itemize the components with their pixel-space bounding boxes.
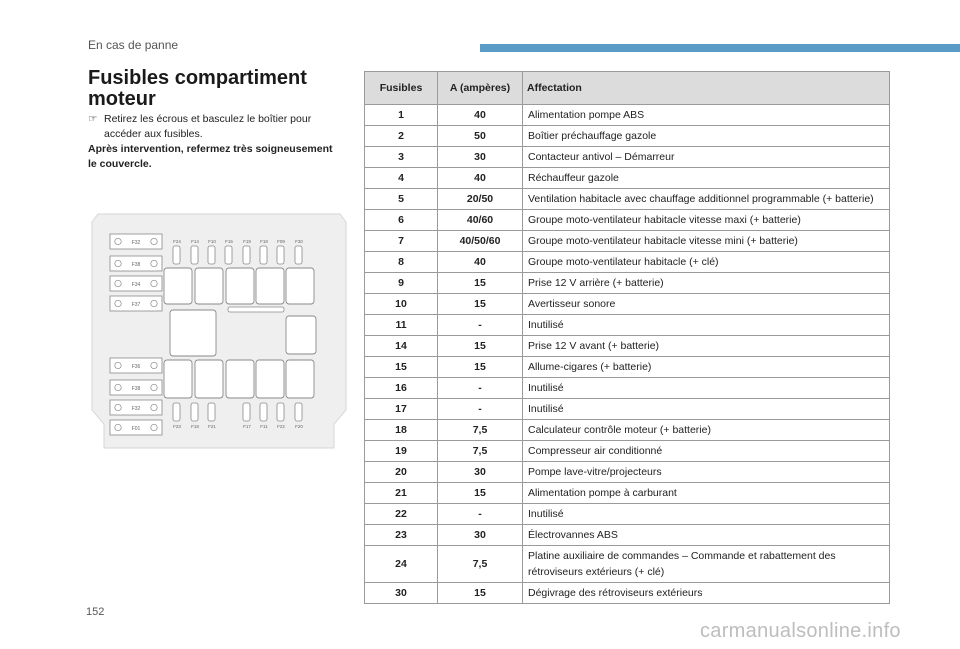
table-row — [365, 315, 890, 336]
assignment-cell: Groupe moto-ventilateur habitacle vitesse mini (+ batterie) — [523, 231, 890, 252]
mini-fuse — [173, 403, 180, 421]
fuse-label: F36 — [131, 364, 141, 370]
pointer-icon: ☞ — [88, 113, 98, 125]
relay — [286, 360, 314, 398]
assignment-cell: Groupe moto-ventilateur habitacle (+ clé) — [523, 252, 890, 273]
page-title-text: Fusibles compartiment moteur — [88, 67, 307, 110]
mini-fuse — [277, 403, 284, 421]
amperage-cell: - — [438, 504, 523, 525]
fuse-label: F24 — [173, 239, 181, 244]
fuse-label: F21 — [208, 424, 216, 429]
table-row — [365, 231, 890, 252]
header-assignment: Affectation — [523, 72, 890, 105]
relay — [256, 360, 284, 398]
amperage-cell: 30 — [438, 147, 523, 168]
fuse-number-cell: 17 — [365, 399, 438, 420]
fuse-number-cell: 8 — [365, 252, 438, 273]
mini-fuse — [208, 246, 215, 264]
mini-fuse — [173, 246, 180, 264]
amperage-cell: 15 — [438, 273, 523, 294]
page-number: 152 — [86, 606, 105, 618]
relay — [286, 268, 314, 304]
amperage-cell: 15 — [438, 336, 523, 357]
assignment-cell: Dégivrage des rétroviseurs extérieurs — [523, 583, 890, 604]
assignment-cell: Prise 12 V arrière (+ batterie) — [523, 273, 890, 294]
table-row — [365, 462, 890, 483]
amperage-cell: 30 — [438, 462, 523, 483]
assignment-cell: Alimentation pompe ABS — [523, 105, 890, 126]
fuse-label: F15 — [225, 239, 233, 244]
amperage-cell: 40/50/60 — [438, 231, 523, 252]
relay — [170, 310, 216, 356]
fuse-number-cell: 11 — [365, 315, 438, 336]
relay — [195, 360, 223, 398]
fuse-number-cell: 6 — [365, 210, 438, 231]
mini-fuse — [295, 403, 302, 421]
assignment-cell: Inutilisé — [523, 399, 890, 420]
amperage-cell: 40 — [438, 168, 523, 189]
assignment-cell: Compresseur air conditionné — [523, 441, 890, 462]
mini-fuse — [243, 403, 250, 421]
table-row — [365, 189, 890, 210]
fuse-label: F09 — [277, 239, 285, 244]
fuse-label: F32 — [131, 240, 141, 246]
fuse-label: F38 — [131, 262, 141, 268]
amperage-cell: 15 — [438, 483, 523, 504]
fuse-number-cell: 15 — [365, 357, 438, 378]
header-amperes: A (ampères) — [438, 72, 523, 105]
fuse-label: F11 — [260, 424, 268, 429]
relay — [164, 360, 192, 398]
fuse-number-cell: 19 — [365, 441, 438, 462]
assignment-cell: Inutilisé — [523, 378, 890, 399]
table-row — [365, 583, 890, 604]
assignment-cell: Ventilation habitacle avec chauffage additionnel programmable (+ batterie) — [523, 189, 890, 210]
fuse-table — [364, 71, 890, 604]
fuse-label: F17 — [243, 424, 251, 429]
table-row — [365, 525, 890, 546]
table-row — [365, 252, 890, 273]
instruction-note: Après intervention, refermez très soigneusement le couvercle. — [88, 143, 333, 170]
fuse-label: F14 — [191, 239, 199, 244]
amperage-cell: - — [438, 378, 523, 399]
relay — [164, 268, 192, 304]
mini-fuse — [295, 246, 302, 264]
mini-fuse — [260, 403, 267, 421]
section-header: En cas de panne — [88, 38, 179, 52]
fuse-box-diagram — [88, 210, 350, 450]
fuse-label: F18 — [260, 239, 268, 244]
instruction-step — [88, 112, 338, 142]
table-row — [365, 441, 890, 462]
fuse-number-cell: 20 — [365, 462, 438, 483]
table-row — [365, 147, 890, 168]
table-row — [365, 546, 890, 583]
relay — [256, 268, 284, 304]
fuse-label: F10 — [208, 239, 216, 244]
mini-fuse — [191, 246, 198, 264]
amperage-cell: 40 — [438, 105, 523, 126]
assignment-cell: Alimentation pompe à carburant — [523, 483, 890, 504]
fuse-label: F19 — [243, 239, 251, 244]
assignment-cell: Platine auxiliaire de commandes – Commande et rabattement des rétroviseurs extérieurs (+ clé) — [523, 546, 890, 583]
fuse-number-cell: 14 — [365, 336, 438, 357]
fuse-number-cell: 10 — [365, 294, 438, 315]
page-title — [88, 68, 318, 110]
amperage-cell: 30 — [438, 525, 523, 546]
amperage-cell: - — [438, 399, 523, 420]
mini-fuse — [225, 246, 232, 264]
assignment-cell: Contacteur antivol – Démarreur — [523, 147, 890, 168]
assignment-cell: Boîtier préchauffage gazole — [523, 126, 890, 147]
amperage-cell: 15 — [438, 357, 523, 378]
assignment-cell: Pompe lave-vitre/projecteurs — [523, 462, 890, 483]
assignment-cell: Calculateur contrôle moteur (+ batterie) — [523, 420, 890, 441]
table-row — [365, 210, 890, 231]
watermark: carmanualsonline.info — [700, 620, 901, 642]
table-row — [365, 336, 890, 357]
table-row — [365, 420, 890, 441]
amperage-cell: 50 — [438, 126, 523, 147]
fuse-label: F38 — [131, 386, 141, 392]
amperage-cell: - — [438, 315, 523, 336]
amperage-cell: 40 — [438, 252, 523, 273]
table-row — [365, 273, 890, 294]
assignment-cell: Avertisseur sonore — [523, 294, 890, 315]
table-row — [365, 126, 890, 147]
fuse-label: F18 — [191, 424, 199, 429]
fuse-number-cell: 21 — [365, 483, 438, 504]
mini-fuse — [277, 246, 284, 264]
relay — [195, 268, 223, 304]
fuse-number-cell: 5 — [365, 189, 438, 210]
fuse-label: F37 — [131, 302, 141, 308]
relay — [226, 360, 254, 398]
fuse-number-cell: 1 — [365, 105, 438, 126]
table-row — [365, 483, 890, 504]
fuse-number-cell: 30 — [365, 583, 438, 604]
table-row — [365, 294, 890, 315]
mini-fuse — [208, 403, 215, 421]
fuse-label: F01 — [131, 426, 141, 432]
header-fuses: Fusibles — [365, 72, 438, 105]
table-row — [365, 357, 890, 378]
assignment-cell: Inutilisé — [523, 315, 890, 336]
table-row — [365, 504, 890, 525]
fuse-label: F34 — [131, 282, 141, 288]
table-row — [365, 378, 890, 399]
amperage-cell: 20/50 — [438, 189, 523, 210]
amperage-cell: 40/60 — [438, 210, 523, 231]
relay — [226, 268, 254, 304]
amperage-cell: 15 — [438, 294, 523, 315]
fuse-number-cell: 24 — [365, 546, 438, 583]
fuse-label: F23 — [173, 424, 181, 429]
assignment-cell: Inutilisé — [523, 504, 890, 525]
fuse-number-cell: 22 — [365, 504, 438, 525]
fuse-number-cell: 3 — [365, 147, 438, 168]
mini-fuse — [191, 403, 198, 421]
fuse-label: F20 — [295, 424, 303, 429]
fuse-number-cell: 18 — [365, 420, 438, 441]
amperage-cell: 7,5 — [438, 546, 523, 583]
fuse-label: F32 — [131, 406, 141, 412]
fuse-number-cell: 16 — [365, 378, 438, 399]
fuse-number-cell: 2 — [365, 126, 438, 147]
mini-fuse — [243, 246, 250, 264]
fuse-label: F30 — [295, 239, 303, 244]
fuse-number-cell: 4 — [365, 168, 438, 189]
instructions — [88, 112, 338, 172]
table-row — [365, 168, 890, 189]
amperage-cell: 7,5 — [438, 420, 523, 441]
table-row — [365, 105, 890, 126]
mini-fuse — [260, 246, 267, 264]
fuse-number-cell: 7 — [365, 231, 438, 252]
relay — [286, 316, 316, 354]
table-header-row — [365, 72, 890, 105]
assignment-cell: Réchauffeur gazole — [523, 168, 890, 189]
header-accent-bar — [480, 44, 960, 52]
assignment-cell: Prise 12 V avant (+ batterie) — [523, 336, 890, 357]
amperage-cell: 7,5 — [438, 441, 523, 462]
assignment-cell: Groupe moto-ventilateur habitacle vitesse maxi (+ batterie) — [523, 210, 890, 231]
table-row — [365, 399, 890, 420]
instruction-step-text: Retirez les écrous et basculez le boîtier pour accéder aux fusibles. — [104, 113, 312, 140]
fuse-label: F22 — [277, 424, 285, 429]
assignment-cell: Allume-cigares (+ batterie) — [523, 357, 890, 378]
fuse-bar — [228, 307, 284, 312]
assignment-cell: Électrovannes ABS — [523, 525, 890, 546]
fuse-number-cell: 9 — [365, 273, 438, 294]
amperage-cell: 15 — [438, 583, 523, 604]
fuse-number-cell: 23 — [365, 525, 438, 546]
